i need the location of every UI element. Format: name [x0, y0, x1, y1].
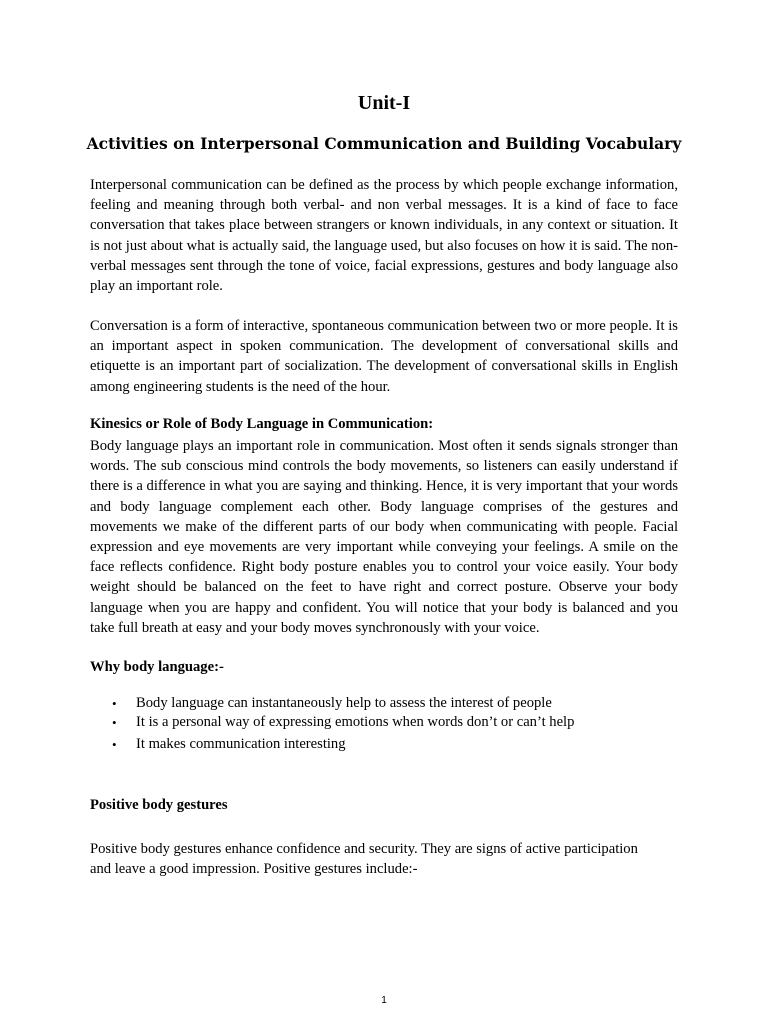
why-body-language-heading: Why body language:- [90, 659, 224, 675]
bullet-icon: • [112, 696, 117, 711]
list-item [112, 713, 574, 732]
list-item [112, 735, 574, 754]
page-number: 1 [381, 995, 387, 1006]
paragraph-conversation: Conversation is a form of interactive, spontaneous communication between two or more people. It is an important aspect in spoken communication. The development of conversational skills and etiquette is an important part of socialization. The development of conversational skills in English among engineering students is the need of the hour. [90, 318, 678, 395]
positive-gestures-heading: Positive body gestures [90, 797, 228, 813]
positive-gestures-line-2: and leave a good impression. Positive gestures include:- [90, 861, 418, 877]
paragraph-body-language: Body language plays an important role in communication. Most often it sends signals stronger than words. The sub conscious mind controls the body movements, so listeners can easily understand if there is a difference in what you are saying and thinking. Hence, it is very important that your words and body language complement each other. Body language comprises of the gestures and movements we make of the different parts of our body when communicating with people. Facial expression and eye movements are very important while conveying your feelings. A smile on the face reflects confidence. Right body posture enables you to control your voice easily. Your body weight should be balanced on the feet to have right and correct posture. Observe your body language when you are happy and confident. You will notice that your body is balanced and you take full breath at easy and your body moves synchronously with your voice. [90, 438, 678, 636]
list-item-text: Body language can instantaneously help to assess the interest of people [136, 695, 552, 711]
list-item [112, 694, 574, 713]
list-item-text: It is a personal way of expressing emotions when words don’t or can’t help [136, 714, 575, 730]
why-body-language-list [112, 694, 574, 754]
list-item-text: It makes communication interesting [136, 736, 346, 752]
unit-title: Unit-I [357, 92, 411, 114]
bullet-icon: • [112, 737, 117, 752]
positive-gestures-line-1: Positive body gestures enhance confidence and security. They are signs of active participation [90, 841, 638, 857]
kinesics-heading: Kinesics or Role of Body Language in Communication: [90, 416, 434, 432]
bullet-icon: • [112, 715, 117, 730]
main-heading: Activities on Interpersonal Communication and Building Vocabulary [86, 134, 682, 153]
paragraph-interpersonal-communication: Interpersonal communication can be defined as the process by which people exchange information, feeling and meaning through both verbal- and non verbal messages. It is a kind of face to face conversation that takes place between strangers or known individuals, in any context or situation. It is not just about what is actually said, the language used, but also focuses on how it is said. The non-verbal messages sent through the tone of voice, facial expressions, gestures and body language also play an important role. [90, 177, 678, 295]
